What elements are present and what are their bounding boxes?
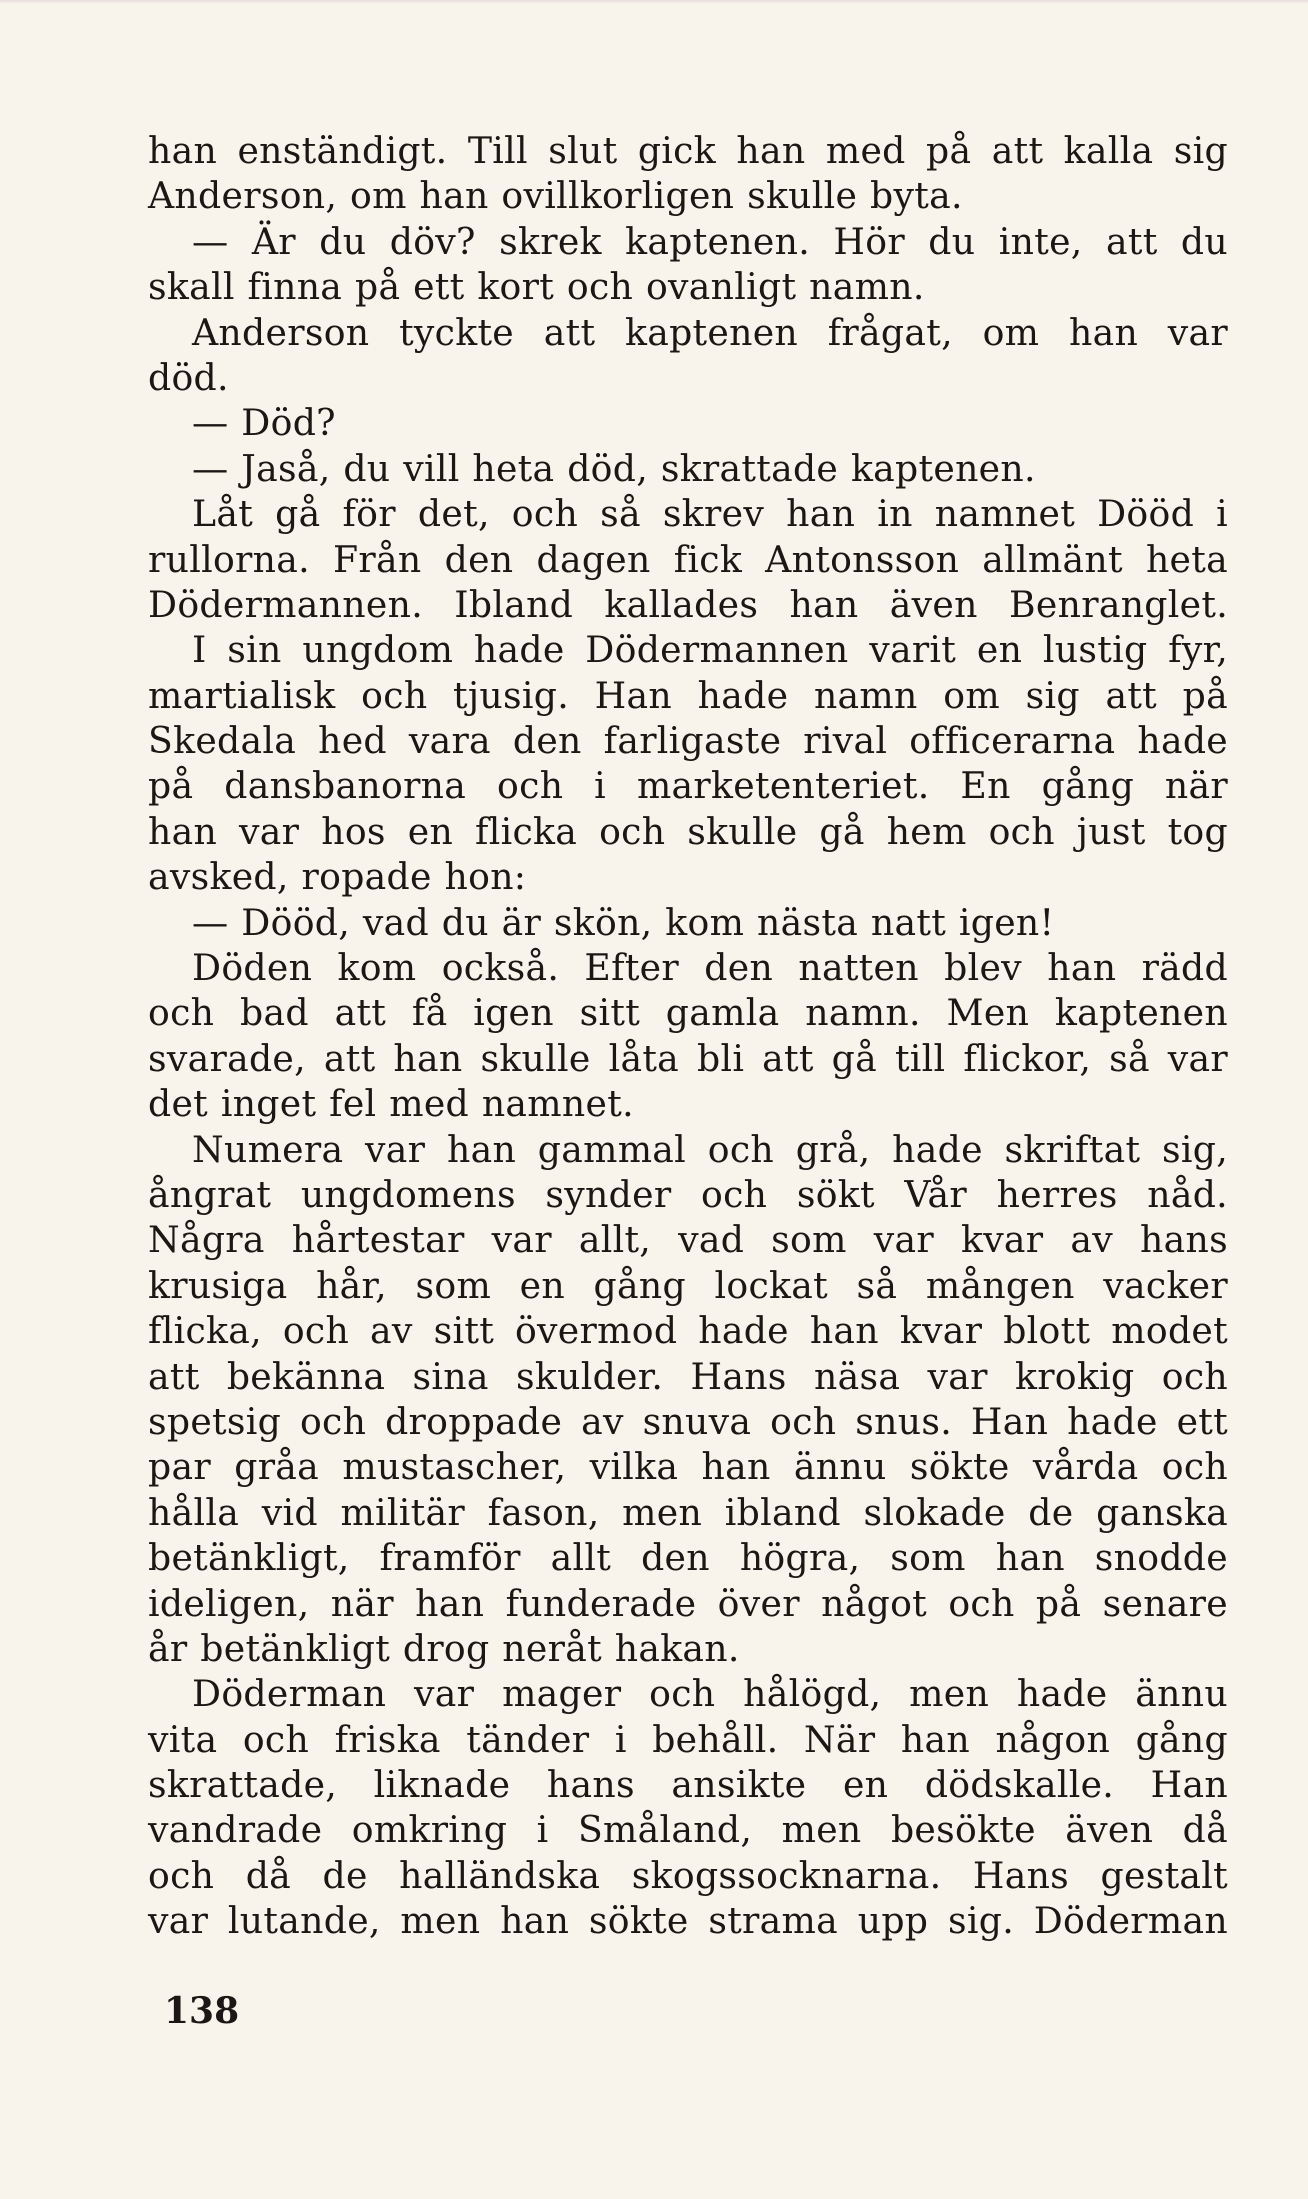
- text-line: Numera var han gammal och grå, hade skriftat sig,: [192, 1127, 1228, 1171]
- text-line: flicka, och av sitt övermod hade han kvar blott modet: [148, 1309, 1228, 1353]
- text-line: avsked, ropade hon:: [148, 855, 527, 899]
- text-line: krusiga hår, som en gång lockat så mången vacker: [148, 1263, 1228, 1307]
- text-line: skall finna på ett kort och ovanligt namn.: [148, 265, 925, 309]
- text-line: Skedala hed vara den farligaste rival officerarna hade: [148, 719, 1228, 763]
- text-line: martialisk och tjusig. Han hade namn om sig att på: [148, 673, 1228, 717]
- text-line: — Dööd, vad du är skön, kom nästa natt igen!: [192, 900, 1055, 944]
- text-line: betänkligt, framför allt den högra, som han snodde: [148, 1536, 1228, 1580]
- text-line: vita och friska tänder i behåll. När han någon gång: [148, 1717, 1228, 1761]
- text-line: svarade, att han skulle låta bli att gå till flickor, så var: [148, 1036, 1228, 1080]
- text-line: Döderman var mager och hålögd, men hade ännu: [192, 1672, 1228, 1716]
- text-line: I sin ungdom hade Dödermannen varit en lustig fyr,: [192, 628, 1228, 672]
- text-line: Låt gå för det, och så skrev han in namnet Dööd i: [192, 492, 1228, 536]
- text-line: vandrade omkring i Småland, men besökte även då: [148, 1808, 1228, 1852]
- body-text: [148, 128, 1228, 1944]
- text-line: död.: [148, 355, 229, 399]
- text-line: — Är du döv? skrek kaptenen. Hör du inte, att du: [192, 219, 1228, 263]
- text-line: — Jaså, du vill heta död, skrattade kaptenen.: [192, 446, 1036, 490]
- text-line: att bekänna sina skulder. Hans näsa var krokig och: [148, 1354, 1228, 1398]
- text-line: Anderson, om han ovillkorligen skulle byta.: [148, 174, 963, 218]
- page-top-edge: [0, 0, 1308, 4]
- text-line: — Död?: [192, 401, 336, 445]
- text-line: hålla vid militär fason, men ibland slokade de ganska: [148, 1490, 1228, 1534]
- text-line: var lutande, men han sökte strama upp sig. Döderman: [148, 1899, 1228, 1943]
- text-line: på dansbanorna och i marketenteriet. En gång när: [148, 764, 1228, 808]
- text-line: Dödermannen. Ibland kallades han även Benranglet.: [148, 582, 1228, 626]
- text-line: och då de halländska skogssocknarna. Hans gestalt: [148, 1853, 1228, 1897]
- text-line: rullorna. Från den dagen fick Antonsson allmänt heta: [148, 537, 1228, 581]
- text-line: Några hårtestar var allt, vad som var kvar av hans: [148, 1218, 1228, 1262]
- text-line: par gråa mustascher, vilka han ännu sökte vårda och: [148, 1445, 1228, 1489]
- text-line: ideligen, när han funderade över något och på senare: [148, 1581, 1228, 1625]
- text-line: ångrat ungdomens synder och sökt Vår herres nåd.: [148, 1172, 1228, 1216]
- text-line: det inget fel med namnet.: [148, 1082, 634, 1126]
- text-line: år betänkligt drog neråt hakan.: [148, 1626, 740, 1670]
- text-line: spetsig och droppade av snuva och snus. Han hade ett: [148, 1399, 1228, 1443]
- text-line: skrattade, liknade hans ansikte en dödskalle. Han: [148, 1763, 1228, 1807]
- text-line: han enständigt. Till slut gick han med på att kalla sig: [148, 129, 1228, 172]
- text-line: och bad att få igen sitt gamla namn. Men kaptenen: [148, 991, 1228, 1035]
- text-line: han var hos en flicka och skulle gå hem och just tog: [148, 809, 1228, 853]
- text-line: Döden kom också. Efter den natten blev han rädd: [192, 946, 1228, 990]
- text-line: Anderson tyckte att kaptenen frågat, om han var: [192, 310, 1228, 354]
- page-number: 138: [164, 1990, 240, 2032]
